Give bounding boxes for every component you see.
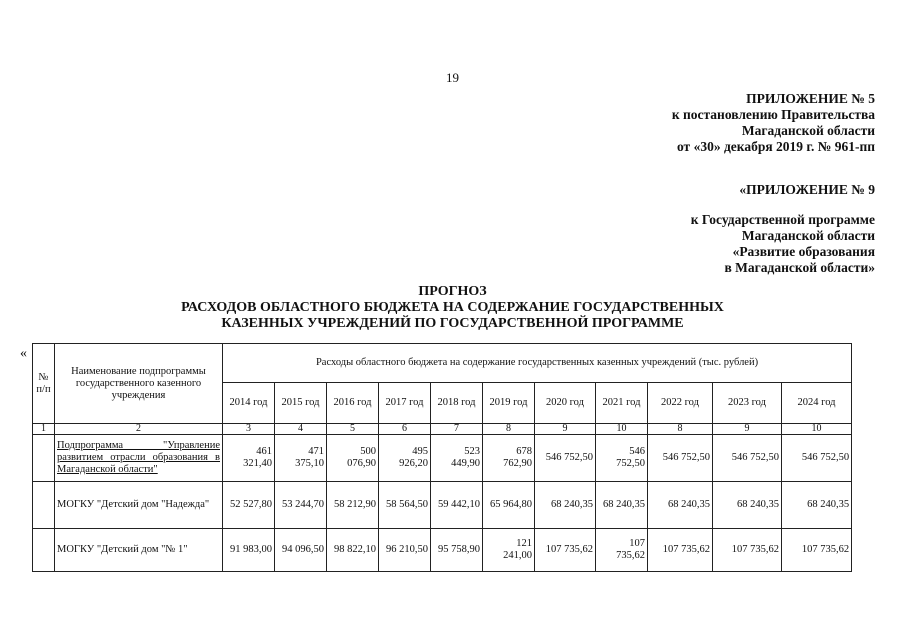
appendix-5-date: от «30» декабря 2019 г. № 961-пп [676,139,875,154]
table-row [33,482,852,529]
value-cell: 95 758,90 [431,529,483,572]
appendix-5-block [672,91,875,155]
header-expenses: Расходы областного бюджета на содержание государственных казенных учреждений (тыс. рублей) [223,344,852,383]
index-cell: 6 [379,424,431,435]
header-year: 2022 год [648,383,713,424]
value-cell: 546 752,50 [535,435,596,482]
document-title [0,284,905,332]
value-cell: 471 375,10 [275,435,327,482]
value-cell: 500 076,90 [327,435,379,482]
appendix-9-line: к Государственной программе [690,212,875,227]
table-row [33,435,852,482]
header-year: 2020 год [535,383,596,424]
row-num [33,482,55,529]
value-cell: 91 983,00 [223,529,275,572]
header-num: № п/п [33,344,55,424]
index-cell: 8 [483,424,535,435]
value-cell: 121 241,00 [483,529,535,572]
appendix-5-title: ПРИЛОЖЕНИЕ № 5 [746,91,875,106]
header-year: 2018 год [431,383,483,424]
header-year: 2017 год [379,383,431,424]
page-number: 19 [446,70,459,85]
value-cell: 59 442,10 [431,482,483,529]
index-cell: 9 [713,424,782,435]
header-year: 2015 год [275,383,327,424]
title-line: ПРОГНОЗ [418,284,487,299]
value-cell: 58 212,90 [327,482,379,529]
row-name: МОГКУ "Детский дом "№ 1" [55,529,223,572]
value-cell: 68 240,35 [535,482,596,529]
appendix-9-line: «Развитие образования [732,244,875,259]
index-cell: 8 [648,424,713,435]
header-year: 2021 год [596,383,648,424]
value-cell: 546 752,50 [596,435,648,482]
index-cell: 1 [33,424,55,435]
title-line: РАСХОДОВ ОБЛАСТНОГО БЮДЖЕТА НА СОДЕРЖАНИЕ ГОСУДАРСТВЕННЫХ [181,300,724,315]
value-cell: 65 964,80 [483,482,535,529]
value-cell: 107 735,62 [782,529,852,572]
value-cell: 52 527,80 [223,482,275,529]
value-cell: 96 210,50 [379,529,431,572]
header-year: 2016 год [327,383,379,424]
appendix-9-block [691,182,875,276]
index-row [33,424,852,435]
appendix-5-line: Магаданской области [741,123,875,138]
value-cell: 678 762,90 [483,435,535,482]
value-cell: 68 240,35 [596,482,648,529]
value-cell: 546 752,50 [782,435,852,482]
row-name: Подпрограмма "Управление развитием отрасли образования в Магаданской области" [55,435,223,482]
index-cell: 5 [327,424,379,435]
value-cell: 94 096,50 [275,529,327,572]
value-cell: 107 735,62 [596,529,648,572]
table-row [33,529,852,572]
index-cell: 4 [275,424,327,435]
header-name: Наименование подпрограммы государственного казенного учреждения [55,344,223,424]
index-cell: 2 [55,424,223,435]
value-cell: 107 735,62 [535,529,596,572]
appendix-9-title: «ПРИЛОЖЕНИЕ № 9 [739,182,875,197]
appendix-5-line: к постановлению Правительства [671,107,875,122]
header-year: 2019 год [483,383,535,424]
appendix-9-line: в Магаданской области» [724,260,875,275]
value-cell: 107 735,62 [713,529,782,572]
header-year: 2014 год [223,383,275,424]
row-name: МОГКУ "Детский дом "Надежда" [55,482,223,529]
value-cell: 68 240,35 [782,482,852,529]
header-year: 2024 год [782,383,852,424]
value-cell: 523 449,90 [431,435,483,482]
row-num [33,529,55,572]
index-cell: 3 [223,424,275,435]
value-cell: 68 240,35 [713,482,782,529]
value-cell: 68 240,35 [648,482,713,529]
value-cell: 98 822,10 [327,529,379,572]
value-cell: 546 752,50 [713,435,782,482]
value-cell: 53 244,70 [275,482,327,529]
index-cell: 10 [782,424,852,435]
title-line: КАЗЕННЫХ УЧРЕЖДЕНИЙ ПО ГОСУДАРСТВЕННОЙ ПРОГРАММЕ [221,316,684,331]
index-cell: 10 [596,424,648,435]
value-cell: 107 735,62 [648,529,713,572]
opening-quote: « [20,346,27,361]
value-cell: 495 926,20 [379,435,431,482]
value-cell: 546 752,50 [648,435,713,482]
appendix-9-line: Магаданской области [741,228,875,243]
index-cell: 9 [535,424,596,435]
row-num [33,435,55,482]
value-cell: 461 321,40 [223,435,275,482]
value-cell: 58 564,50 [379,482,431,529]
header-year: 2023 год [713,383,782,424]
budget-table [32,343,852,572]
index-cell: 7 [431,424,483,435]
